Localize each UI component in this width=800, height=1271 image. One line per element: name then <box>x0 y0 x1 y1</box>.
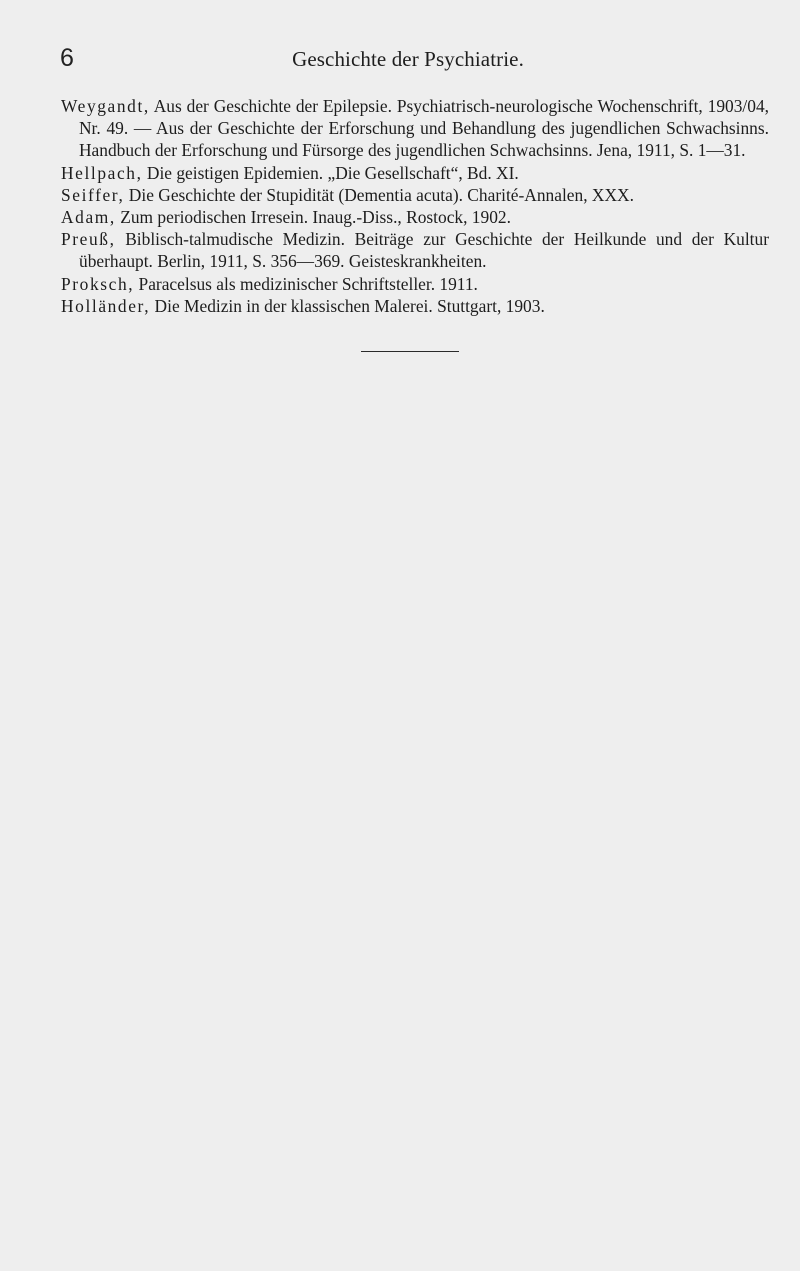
bibliography-entry-preuss <box>61 228 769 272</box>
entry-author: Seiffer, <box>61 184 125 205</box>
bibliography-entry-proksch <box>61 273 769 295</box>
page-number: 6 <box>60 44 74 72</box>
entry-text: Aus der Geschichte der Epilepsie. Psychiatrisch-neurologische Wochenschrift, 1903/04, Nr. 49. — Aus der Geschichte der Erforschung und Behandlung des jugendlichen Schwachsinns. Handbuch der Erforschung und Fürsorge des jugendlichen Schwachsinns. Jena, 1911, S. 1—31. <box>79 96 769 161</box>
entry-text: Zum periodischen Irresein. Inaug.-Diss., Rostock, 1902. <box>115 207 511 228</box>
bibliography-entry-hellpach <box>61 162 769 184</box>
bibliography-entry-weygandt <box>61 95 769 162</box>
entry-author: Preuß, <box>61 229 116 250</box>
entry-author: Proksch, <box>61 273 135 294</box>
entry-text: Die Geschichte der Stupidität (Dementia acuta). Charité-Annalen, XXX. <box>124 184 634 205</box>
section-end-rule <box>361 351 459 352</box>
bibliography-entry-seiffer <box>61 184 769 206</box>
bibliography-entry-hollaender <box>61 295 769 317</box>
entry-text: Paracelsus als medizinischer Schriftsteller. 1911. <box>134 273 478 294</box>
entry-author: Adam, <box>61 207 116 228</box>
entry-text: Die geistigen Epidemien. „Die Gesellschaft“, Bd. XI. <box>142 162 519 183</box>
entry-text: Biblisch-talmudische Medizin. Beiträge zur Geschichte der Heilkunde und der Kultur überhaupt. Berlin, 1911, S. 356—369. Geisteskrankheiten. <box>79 229 769 272</box>
entry-author: Holländer, <box>61 295 151 316</box>
bibliography-list <box>61 95 769 317</box>
running-head-title: Geschichte der Psychiatrie. <box>292 47 524 71</box>
entry-text: Die Medizin in der klassischen Malerei. Stuttgart, 1903. <box>150 295 545 316</box>
entry-author: Hellpach, <box>61 162 143 183</box>
entry-author: Weygandt, <box>61 96 150 116</box>
bibliography-entry-adam <box>61 206 769 228</box>
